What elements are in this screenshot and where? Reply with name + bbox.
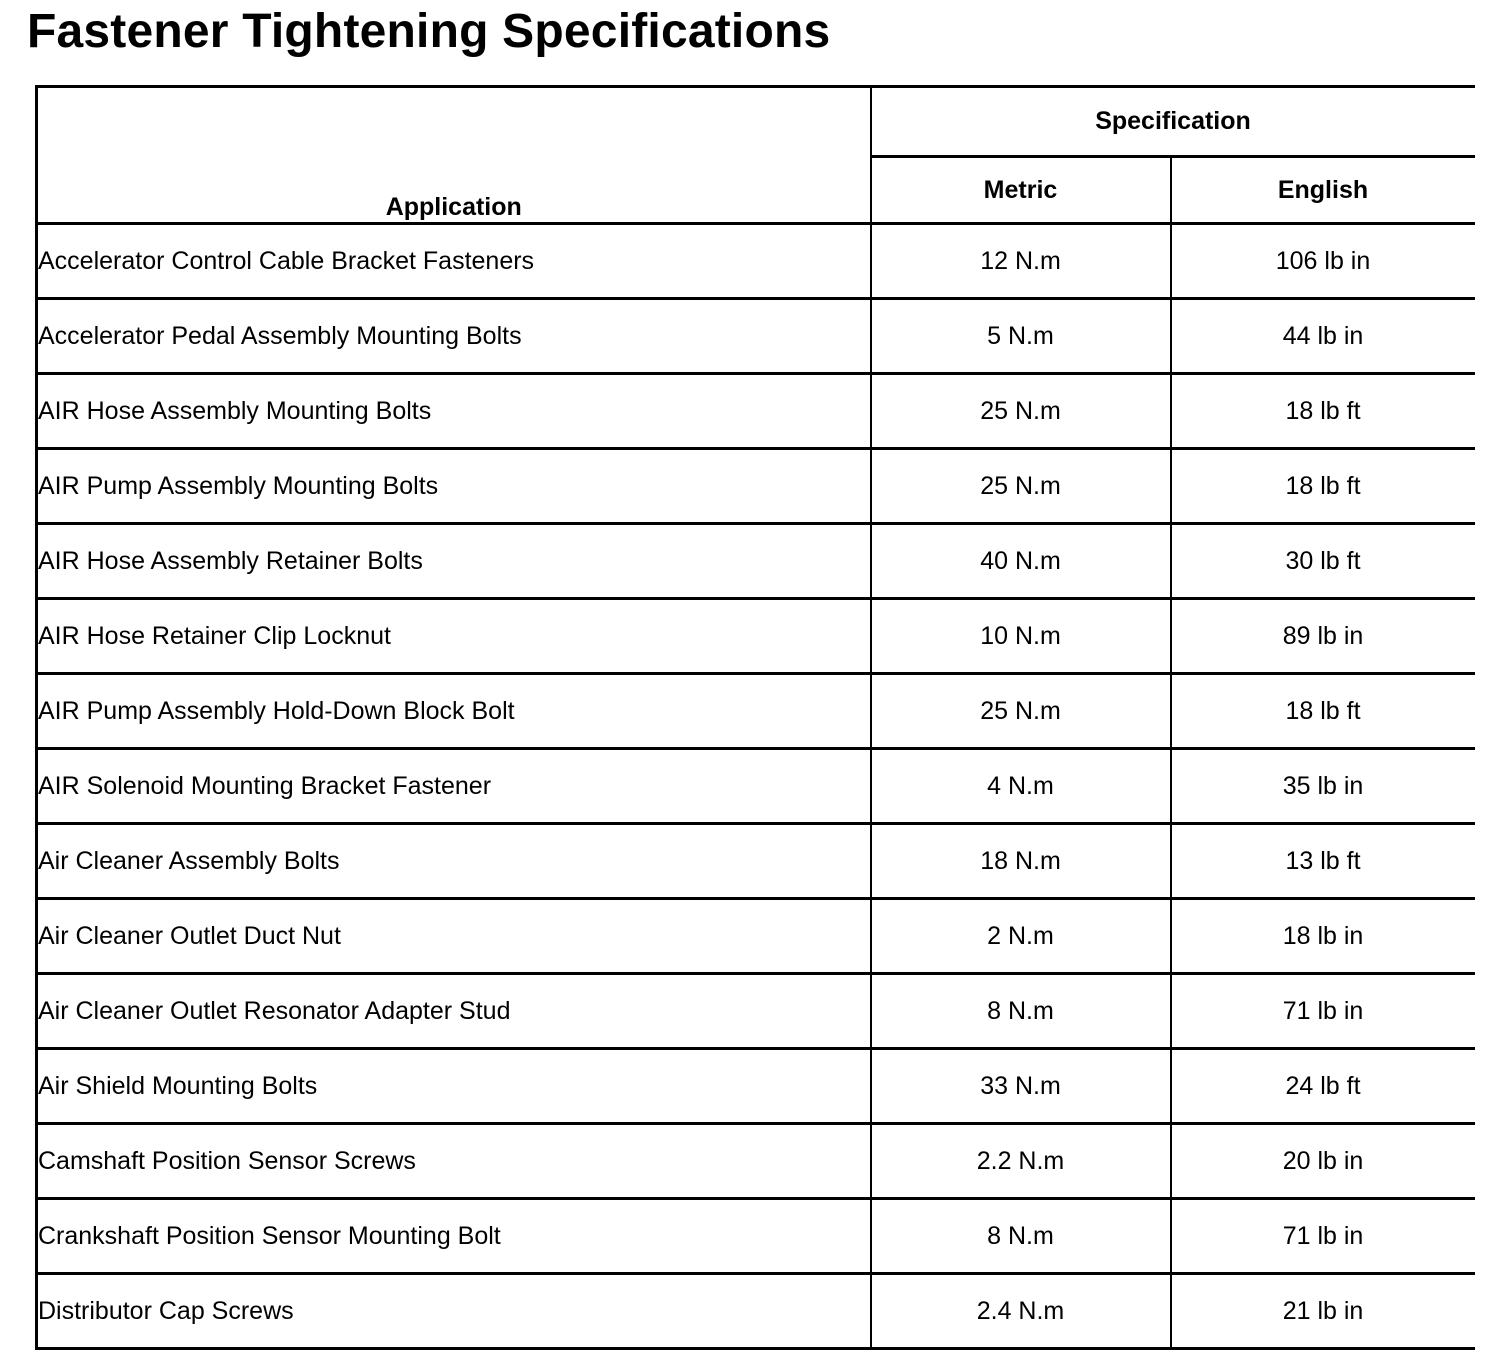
table-row <box>37 824 1475 899</box>
english-value-cell: 18 lb in <box>1171 899 1475 974</box>
application-cell: Air Cleaner Outlet Resonator Adapter Stud <box>37 974 871 1049</box>
table-header-row <box>37 87 1475 157</box>
metric-value-cell: 10 N.m <box>871 599 1171 674</box>
table-row <box>37 449 1475 524</box>
metric-value-cell: 12 N.m <box>871 224 1171 299</box>
application-cell: AIR Hose Assembly Mounting Bolts <box>37 374 871 449</box>
metric-value-cell: 25 N.m <box>871 374 1171 449</box>
application-cell: Camshaft Position Sensor Screws <box>37 1124 871 1199</box>
metric-value-cell: 5 N.m <box>871 299 1171 374</box>
english-value-cell: 71 lb in <box>1171 974 1475 1049</box>
english-value-cell: 71 lb in <box>1171 1199 1475 1274</box>
application-cell: AIR Pump Assembly Mounting Bolts <box>37 449 871 524</box>
english-value-cell: 44 lb in <box>1171 299 1475 374</box>
table-row <box>37 1049 1475 1124</box>
english-value-cell: 13 lb ft <box>1171 824 1475 899</box>
metric-value-cell: 4 N.m <box>871 749 1171 824</box>
english-column-header: English <box>1171 157 1475 224</box>
application-cell: AIR Hose Assembly Retainer Bolts <box>37 524 871 599</box>
metric-value-cell: 2 N.m <box>871 899 1171 974</box>
table-row <box>37 1124 1475 1199</box>
metric-value-cell: 8 N.m <box>871 1199 1171 1274</box>
application-cell: Crankshaft Position Sensor Mounting Bolt <box>37 1199 871 1274</box>
table-row <box>37 974 1475 1049</box>
english-value-cell: 24 lb ft <box>1171 1049 1475 1124</box>
english-value-cell: 18 lb ft <box>1171 449 1475 524</box>
application-cell: Accelerator Pedal Assembly Mounting Bolts <box>37 299 871 374</box>
english-value-cell: 18 lb ft <box>1171 374 1475 449</box>
application-column-header: Application <box>37 87 871 224</box>
english-value-cell: 35 lb in <box>1171 749 1475 824</box>
english-value-cell: 30 lb ft <box>1171 524 1475 599</box>
table-row <box>37 899 1475 974</box>
application-cell: Accelerator Control Cable Bracket Fasteners <box>37 224 871 299</box>
application-cell: Air Cleaner Outlet Duct Nut <box>37 899 871 974</box>
fastener-spec-table <box>35 85 1475 1350</box>
metric-value-cell: 2.4 N.m <box>871 1274 1171 1349</box>
specification-column-header: Specification <box>871 87 1475 157</box>
table-body <box>37 224 1475 1349</box>
table-row <box>37 374 1475 449</box>
english-value-cell: 20 lb in <box>1171 1124 1475 1199</box>
table-row <box>37 674 1475 749</box>
metric-value-cell: 18 N.m <box>871 824 1171 899</box>
metric-value-cell: 2.2 N.m <box>871 1124 1171 1199</box>
table-row <box>37 1274 1475 1349</box>
metric-value-cell: 25 N.m <box>871 674 1171 749</box>
application-cell: Distributor Cap Screws <box>37 1274 871 1349</box>
metric-value-cell: 40 N.m <box>871 524 1171 599</box>
metric-value-cell: 25 N.m <box>871 449 1171 524</box>
table-row <box>37 524 1475 599</box>
table-row <box>37 299 1475 374</box>
table-row <box>37 1199 1475 1274</box>
application-cell: AIR Hose Retainer Clip Locknut <box>37 599 871 674</box>
application-cell: Air Cleaner Assembly Bolts <box>37 824 871 899</box>
application-cell: AIR Solenoid Mounting Bracket Fastener <box>37 749 871 824</box>
metric-column-header: Metric <box>871 157 1171 224</box>
table-row <box>37 224 1475 299</box>
table-row <box>37 599 1475 674</box>
english-value-cell: 106 lb in <box>1171 224 1475 299</box>
application-cell: Air Shield Mounting Bolts <box>37 1049 871 1124</box>
metric-value-cell: 33 N.m <box>871 1049 1171 1124</box>
application-cell: AIR Pump Assembly Hold-Down Block Bolt <box>37 674 871 749</box>
metric-value-cell: 8 N.m <box>871 974 1171 1049</box>
page-title: Fastener Tightening Specifications <box>27 5 831 58</box>
english-value-cell: 89 lb in <box>1171 599 1475 674</box>
english-value-cell: 18 lb ft <box>1171 674 1475 749</box>
english-value-cell: 21 lb in <box>1171 1274 1475 1349</box>
table-row <box>37 749 1475 824</box>
